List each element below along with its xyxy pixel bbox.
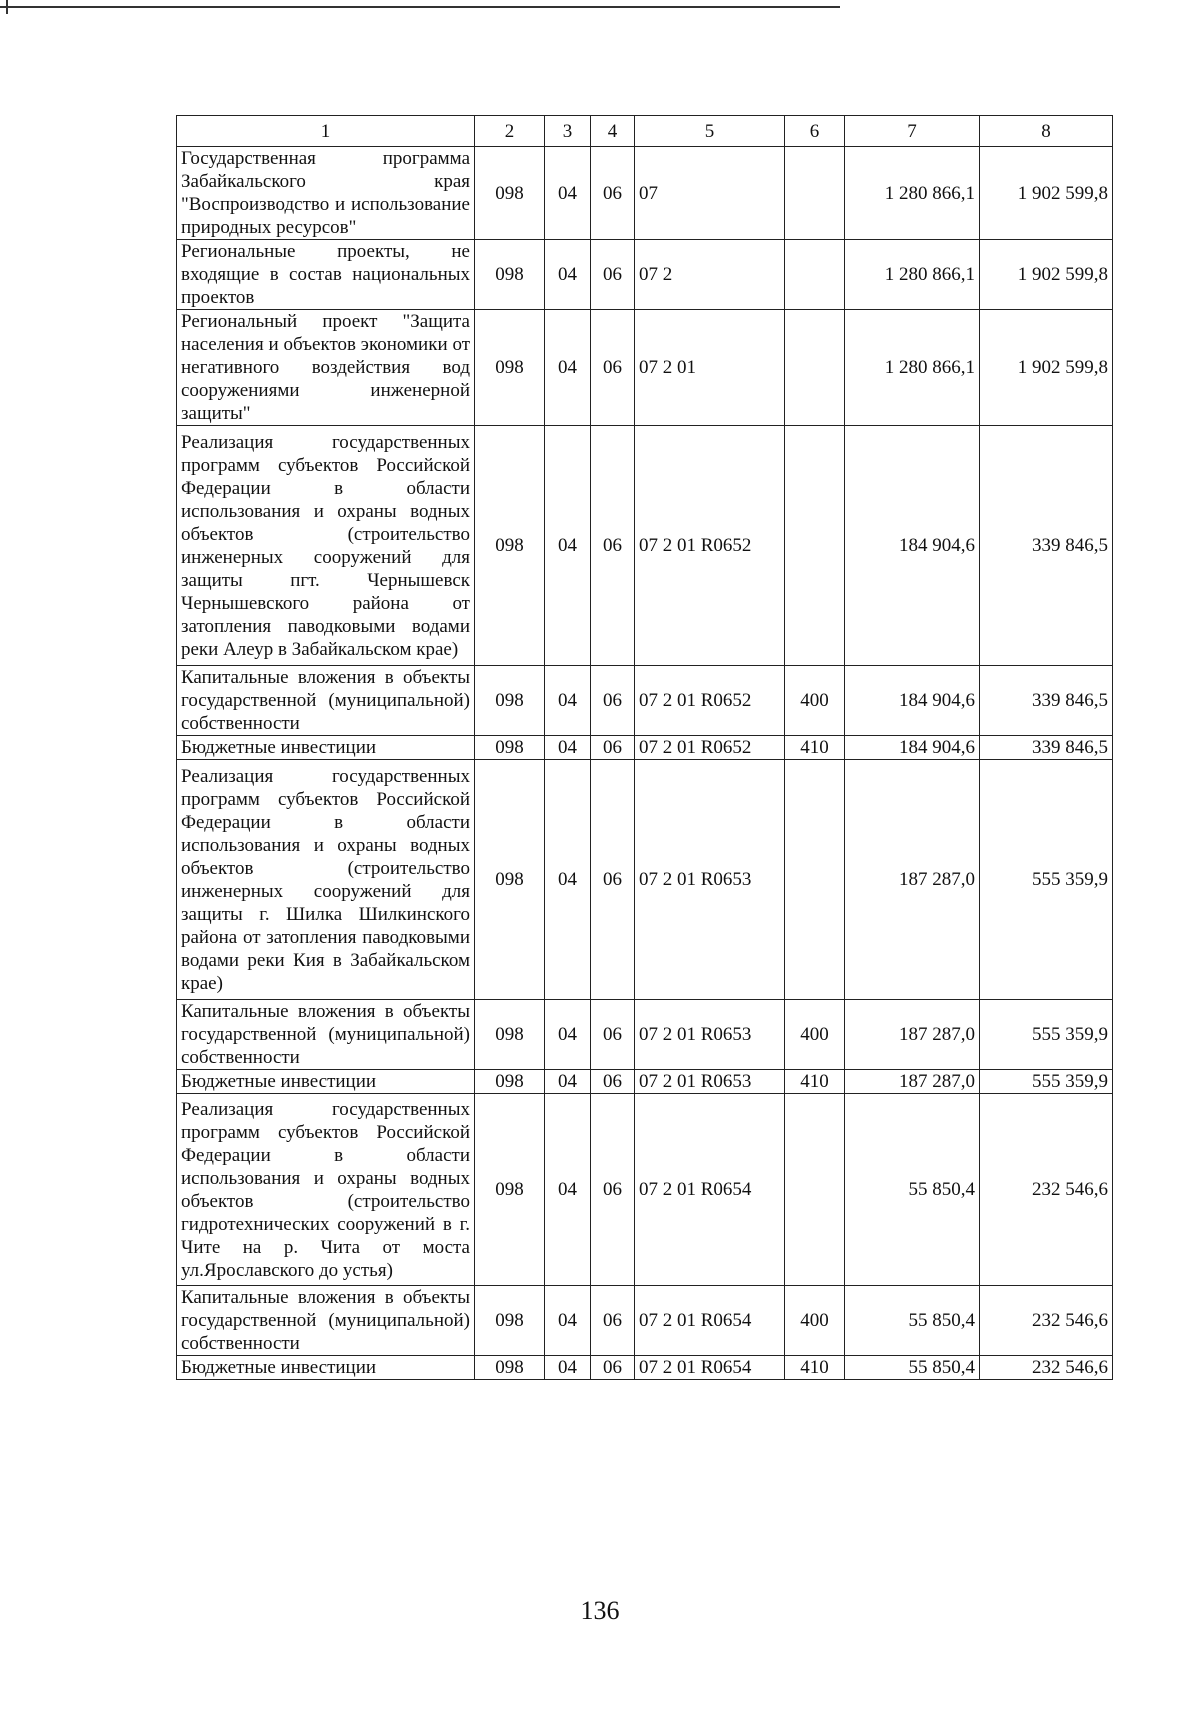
subsection-cell: 06	[591, 1356, 635, 1380]
table-row	[177, 1000, 1113, 1070]
section-cell: 04	[545, 1286, 591, 1356]
amount-year2-cell: 232 546,6	[980, 1286, 1113, 1356]
row-name-cell: Реализация государственных программ субъектов Российской Федерации в области использования и охраны водных объектов (строительство инженерных сооружений для защиты пгт. Чернышевск Чернышевского района от затопления паводковыми водами реки Алеур в Забайкальском крае)	[177, 426, 475, 666]
row-name-cell: Капитальные вложения в объекты государственной (муниципальной) собственности	[177, 1286, 475, 1356]
amount-year1-cell: 184 904,6	[845, 666, 980, 736]
section-cell: 04	[545, 666, 591, 736]
expense-type-cell	[785, 426, 845, 666]
column-header: 2	[475, 116, 545, 147]
row-name-cell: Бюджетные инвестиции	[177, 1356, 475, 1380]
subsection-cell: 06	[591, 760, 635, 1000]
ministry-code-cell: 098	[475, 666, 545, 736]
target-article-cell: 07 2 01 R0653	[635, 1070, 785, 1094]
row-name-cell: Реализация государственных программ субъектов Российской Федерации в области использования и охраны водных объектов (строительство гидротехнических сооружений в г. Чите на р. Чита от моста ул.Ярославского до устья)	[177, 1094, 475, 1286]
table-row	[177, 1070, 1113, 1094]
page-number: 136	[580, 1596, 620, 1625]
table-row	[177, 1356, 1113, 1380]
amount-year2-cell: 555 359,9	[980, 1000, 1113, 1070]
section-cell: 04	[545, 1070, 591, 1094]
target-article-cell: 07 2 01 R0654	[635, 1286, 785, 1356]
expense-type-cell: 410	[785, 1070, 845, 1094]
target-article-cell: 07 2 01	[635, 310, 785, 426]
amount-year2-cell: 339 846,5	[980, 666, 1113, 736]
table-row	[177, 1094, 1113, 1286]
column-header: 6	[785, 116, 845, 147]
amount-year2-cell: 1 902 599,8	[980, 147, 1113, 240]
amount-year1-cell: 55 850,4	[845, 1356, 980, 1380]
table-row	[177, 666, 1113, 736]
amount-year2-cell: 232 546,6	[980, 1094, 1113, 1286]
expense-type-cell: 410	[785, 736, 845, 760]
section-cell: 04	[545, 426, 591, 666]
amount-year2-cell: 232 546,6	[980, 1356, 1113, 1380]
scan-edge-line	[0, 6, 840, 8]
expense-type-cell	[785, 310, 845, 426]
table-row	[177, 736, 1113, 760]
row-name-cell: Региональные проекты, не входящие в состав национальных проектов	[177, 240, 475, 310]
ministry-code-cell: 098	[475, 760, 545, 1000]
section-cell: 04	[545, 1000, 591, 1070]
amount-year1-cell: 184 904,6	[845, 426, 980, 666]
row-name-cell: Государственная программа Забайкальского края "Воспроизводство и использование природных ресурсов"	[177, 147, 475, 240]
expense-type-cell: 400	[785, 1286, 845, 1356]
amount-year1-cell: 187 287,0	[845, 1000, 980, 1070]
row-name-cell: Капитальные вложения в объекты государственной (муниципальной) собственности	[177, 666, 475, 736]
subsection-cell: 06	[591, 1000, 635, 1070]
amount-year1-cell: 184 904,6	[845, 736, 980, 760]
column-header: 4	[591, 116, 635, 147]
table-row	[177, 426, 1113, 666]
column-header: 7	[845, 116, 980, 147]
row-name-cell: Капитальные вложения в объекты государственной (муниципальной) собственности	[177, 1000, 475, 1070]
ministry-code-cell: 098	[475, 1070, 545, 1094]
amount-year1-cell: 1 280 866,1	[845, 240, 980, 310]
section-cell: 04	[545, 760, 591, 1000]
ministry-code-cell: 098	[475, 147, 545, 240]
table-row	[177, 310, 1113, 426]
table-row	[177, 240, 1113, 310]
target-article-cell: 07 2	[635, 240, 785, 310]
section-cell: 04	[545, 736, 591, 760]
table-row	[177, 760, 1113, 1000]
amount-year2-cell: 1 902 599,8	[980, 310, 1113, 426]
subsection-cell: 06	[591, 426, 635, 666]
expense-type-cell	[785, 240, 845, 310]
target-article-cell: 07 2 01 R0652	[635, 666, 785, 736]
ministry-code-cell: 098	[475, 240, 545, 310]
subsection-cell: 06	[591, 147, 635, 240]
subsection-cell: 06	[591, 1094, 635, 1286]
amount-year1-cell: 1 280 866,1	[845, 310, 980, 426]
target-article-cell: 07 2 01 R0654	[635, 1094, 785, 1286]
section-cell: 04	[545, 147, 591, 240]
section-cell: 04	[545, 1356, 591, 1380]
section-cell: 04	[545, 240, 591, 310]
budget-table	[176, 115, 1113, 1380]
expense-type-cell: 410	[785, 1356, 845, 1380]
section-cell: 04	[545, 310, 591, 426]
table-header-row	[177, 116, 1113, 147]
amount-year1-cell: 187 287,0	[845, 760, 980, 1000]
column-header: 8	[980, 116, 1113, 147]
subsection-cell: 06	[591, 1070, 635, 1094]
ministry-code-cell: 098	[475, 1286, 545, 1356]
target-article-cell: 07 2 01 R0653	[635, 1000, 785, 1070]
column-header: 3	[545, 116, 591, 147]
amount-year2-cell: 555 359,9	[980, 1070, 1113, 1094]
amount-year1-cell: 187 287,0	[845, 1070, 980, 1094]
ministry-code-cell: 098	[475, 1356, 545, 1380]
table-row	[177, 1286, 1113, 1356]
target-article-cell: 07 2 01 R0652	[635, 426, 785, 666]
subsection-cell: 06	[591, 310, 635, 426]
expense-type-cell	[785, 147, 845, 240]
amount-year1-cell: 55 850,4	[845, 1286, 980, 1356]
column-header: 5	[635, 116, 785, 147]
column-header: 1	[177, 116, 475, 147]
expense-type-cell: 400	[785, 666, 845, 736]
amount-year2-cell: 339 846,5	[980, 426, 1113, 666]
ministry-code-cell: 098	[475, 736, 545, 760]
row-name-cell: Бюджетные инвестиции	[177, 736, 475, 760]
subsection-cell: 06	[591, 1286, 635, 1356]
target-article-cell: 07	[635, 147, 785, 240]
ministry-code-cell: 098	[475, 310, 545, 426]
subsection-cell: 06	[591, 240, 635, 310]
row-name-cell: Региональный проект "Защита населения и объектов экономики от негативного воздействия вод сооружениями инженерной защиты"	[177, 310, 475, 426]
subsection-cell: 06	[591, 736, 635, 760]
row-name-cell: Реализация государственных программ субъектов Российской Федерации в области использования и охраны водных объектов (строительство инженерных сооружений для защиты г. Шилка Шилкинского района от затопления паводковыми водами реки Кия в Забайкальском крае)	[177, 760, 475, 1000]
table-row	[177, 147, 1113, 240]
amount-year1-cell: 1 280 866,1	[845, 147, 980, 240]
target-article-cell: 07 2 01 R0652	[635, 736, 785, 760]
section-cell: 04	[545, 1094, 591, 1286]
expense-type-cell	[785, 1094, 845, 1286]
target-article-cell: 07 2 01 R0654	[635, 1356, 785, 1380]
ministry-code-cell: 098	[475, 1000, 545, 1070]
target-article-cell: 07 2 01 R0653	[635, 760, 785, 1000]
scan-edge-mark	[6, 0, 8, 14]
ministry-code-cell: 098	[475, 1094, 545, 1286]
amount-year2-cell: 1 902 599,8	[980, 240, 1113, 310]
expense-type-cell	[785, 760, 845, 1000]
amount-year1-cell: 55 850,4	[845, 1094, 980, 1286]
subsection-cell: 06	[591, 666, 635, 736]
ministry-code-cell: 098	[475, 426, 545, 666]
amount-year2-cell: 339 846,5	[980, 736, 1113, 760]
expense-type-cell: 400	[785, 1000, 845, 1070]
amount-year2-cell: 555 359,9	[980, 760, 1113, 1000]
row-name-cell: Бюджетные инвестиции	[177, 1070, 475, 1094]
